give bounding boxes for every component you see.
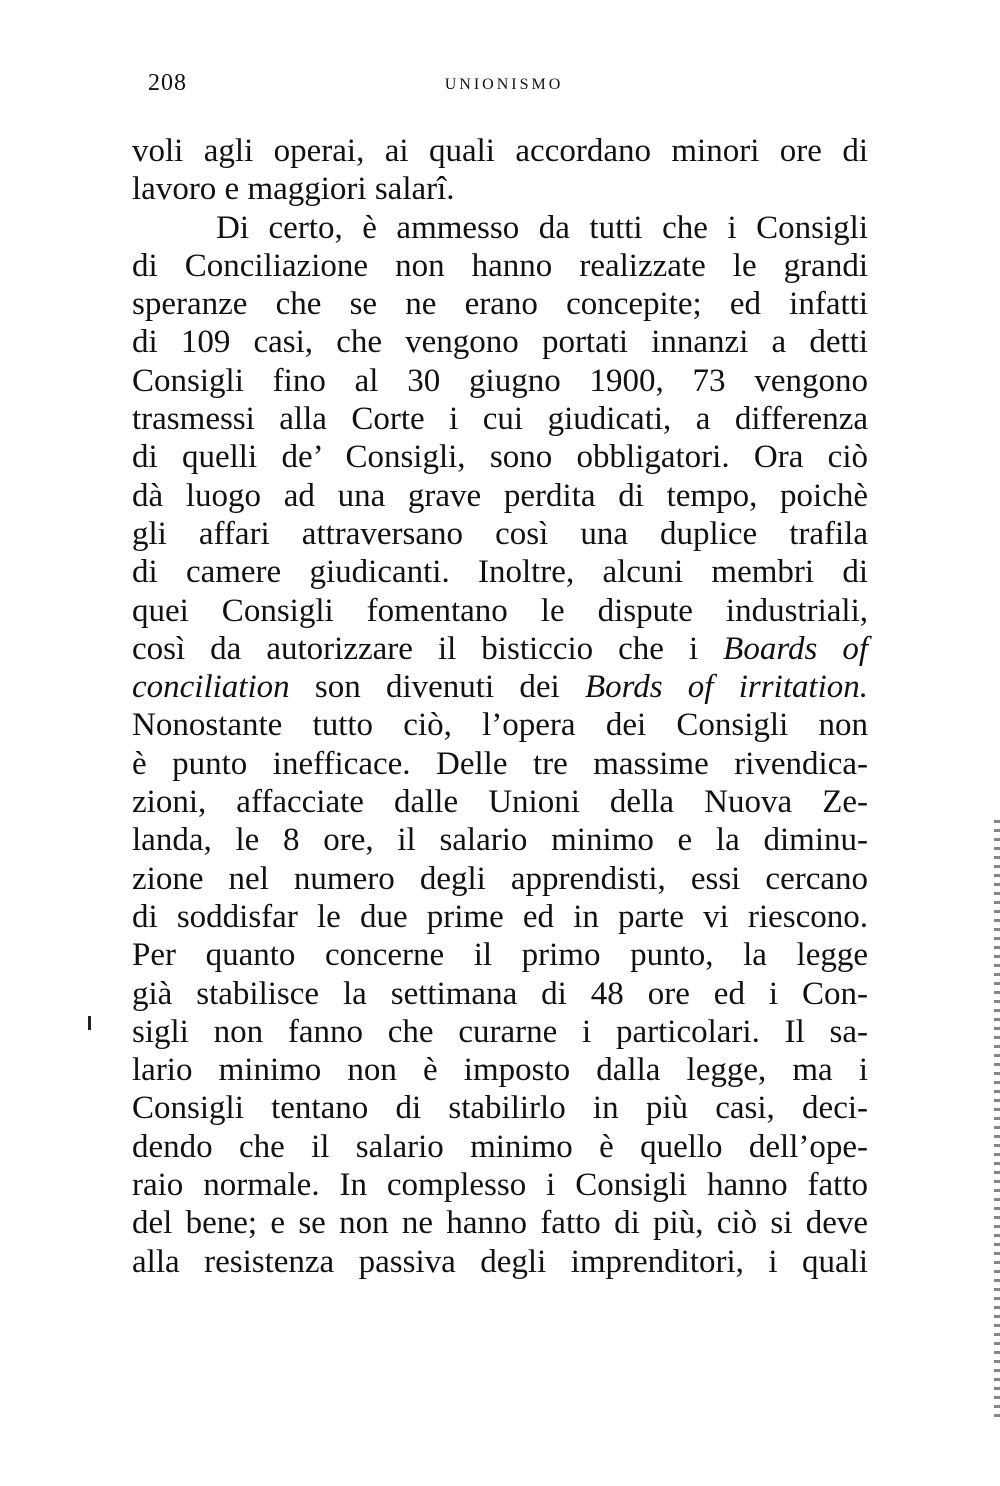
text-line — [132, 323, 868, 361]
line-text: sigli non fanno che curarne i particolari. Il sa- — [132, 1013, 868, 1050]
line-text: landa, le 8 ore, il salario minimo e la diminu- — [132, 822, 868, 859]
line-text: del bene; e se non ne hanno fatto di più, ciò si deve — [132, 1205, 868, 1242]
text-line — [132, 170, 868, 208]
text-line — [132, 1166, 868, 1204]
text-line — [132, 477, 868, 515]
line-text: lavoro e maggiori salarî. — [132, 171, 455, 208]
line-text: voli agli operai, ai quali accordano minori ore di — [132, 133, 868, 169]
text-line — [132, 1128, 868, 1166]
text-line — [132, 553, 868, 591]
line-text: gli affari attraversano così una duplice trafila — [132, 515, 868, 552]
line-text: zione nel numero degli apprendisti, essi cercano — [132, 860, 868, 897]
text-line — [132, 209, 868, 247]
text-line — [132, 821, 868, 859]
italic-text: Bords of irritation. — [584, 669, 868, 706]
line-text: di Conciliazione non hanno realizzate le grandi — [132, 247, 868, 284]
line-text: Per quanto concerne il primo punto, la legge — [132, 937, 868, 974]
text-line — [132, 630, 868, 668]
text-line — [132, 936, 868, 974]
line-text: raio normale. In complesso i Consigli hanno fatto — [132, 1167, 868, 1204]
running-head — [148, 70, 860, 100]
line-text: di quelli de’ Consigli, sono obbligatori. Ora ciò — [132, 439, 868, 476]
line-text: così da autorizzare il bisticcio che i — [132, 630, 724, 667]
text-line — [132, 400, 868, 438]
line-text: di 109 casi, che vengono portati innanzi a detti — [132, 324, 868, 361]
line-text: lario minimo non è imposto dalla legge, ma i — [132, 1052, 868, 1089]
text-line — [132, 860, 868, 898]
text-line — [132, 1243, 868, 1281]
page-edge-shadow — [994, 820, 1000, 1420]
margin-speck — [88, 1016, 91, 1030]
line-text: quei Consigli fomentano le dispute industriali, — [132, 592, 868, 629]
text-line — [132, 745, 868, 783]
page-number: 208 — [148, 70, 187, 96]
line-text: Di certo, è ammesso da tutti che i Consigli — [216, 209, 868, 246]
line-text: Consigli fino al 30 giugno 1900, 73 vengono — [132, 362, 868, 399]
line-text: zioni, affacciate dalle Unioni della Nuova Ze- — [132, 784, 868, 821]
text-line — [132, 132, 868, 170]
running-title: UNIONISMO — [444, 76, 564, 93]
body-text — [132, 132, 868, 1281]
line-text: speranze che se ne erano concepite; ed infatti — [132, 286, 868, 323]
text-line — [132, 592, 868, 630]
line-text: dà luogo ad una grave perdita di tempo, poichè — [132, 477, 868, 514]
text-line — [132, 1204, 868, 1242]
line-text: son divenuti dei — [289, 669, 585, 706]
line-text: alla resistenza passiva degli imprenditori, i quali — [132, 1243, 868, 1280]
line-text: già stabilisce la settimana di 48 ore ed i Con- — [132, 975, 868, 1012]
text-line — [132, 1089, 868, 1127]
line-text: di soddisfar le due prime ed in parte vi riescono. — [132, 898, 868, 935]
text-line — [132, 975, 868, 1013]
line-text: è punto inefficace. Delle tre massime rivendica- — [132, 745, 868, 782]
line-text: trasmessi alla Corte i cui giudicati, a differenza — [132, 401, 868, 438]
text-line — [132, 362, 868, 400]
text-line — [132, 247, 868, 285]
italic-text: Boards of — [723, 630, 868, 667]
text-line — [132, 668, 868, 706]
text-line — [132, 438, 868, 476]
text-line — [132, 285, 868, 323]
text-line — [132, 706, 868, 744]
text-line — [132, 515, 868, 553]
line-text: Consigli tentano di stabilirlo in più casi, deci- — [132, 1090, 868, 1127]
line-text: di camere giudicanti. Inoltre, alcuni membri di — [132, 554, 868, 591]
text-line — [132, 1051, 868, 1089]
italic-text: conciliation — [132, 669, 290, 706]
line-text: Nonostante tutto ciò, l’opera dei Consigli non — [132, 707, 868, 744]
text-line — [132, 783, 868, 821]
text-line — [132, 898, 868, 936]
text-line — [132, 1013, 868, 1051]
line-text: dendo che il salario minimo è quello dell’ope- — [132, 1128, 868, 1165]
